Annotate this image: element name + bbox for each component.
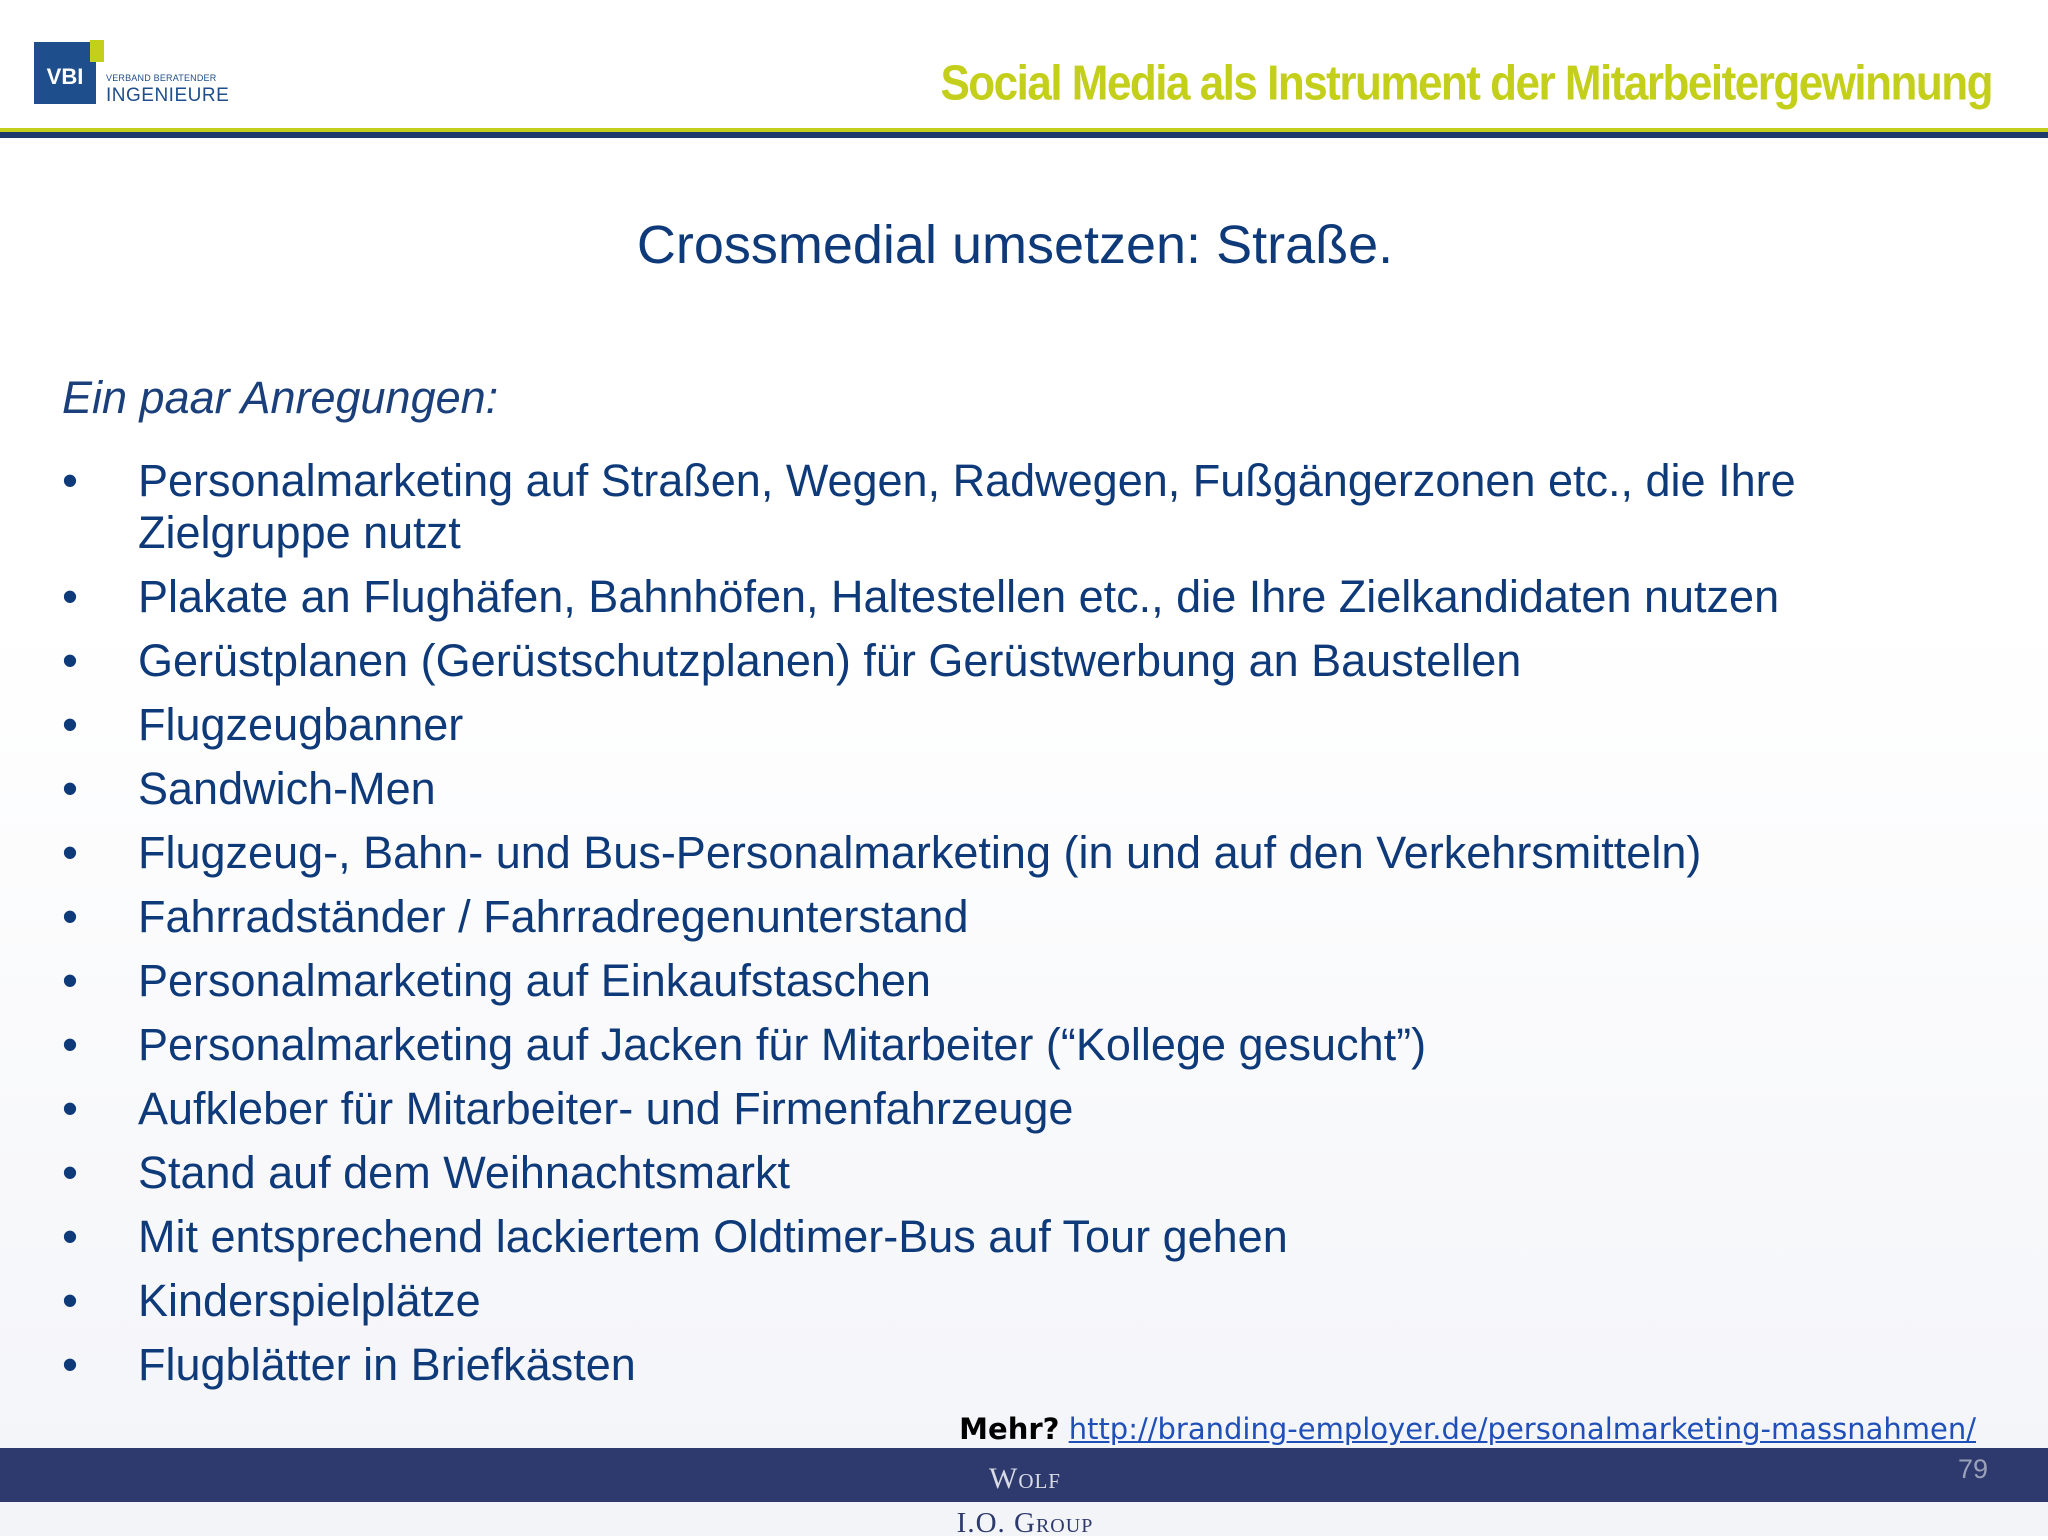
slide-title: Crossmedial umsetzen: Straße. [636, 215, 1394, 275]
bullet-icon: • [62, 1339, 78, 1390]
list-item [60, 955, 1960, 1007]
wolf-logo-text: Wolf [989, 1462, 1061, 1495]
bullet-icon: • [62, 827, 78, 878]
bullet-icon: • [62, 455, 78, 506]
more-label: Mehr? [959, 1412, 1060, 1446]
list-item [60, 635, 1960, 687]
list-item [60, 1211, 1960, 1263]
list-item-text: Flugzeugbanner [138, 699, 464, 750]
header-title: Social Media als Instrument der Mitarbeitergewinnung [940, 56, 1992, 111]
page-number: 79 [1957, 1454, 1988, 1484]
intro-text: Ein paar Anregungen: [62, 372, 499, 423]
list-item [60, 1275, 1960, 1327]
list-item-text: Fahrradständer / Fahrradregenunterstand [138, 891, 969, 942]
list-item-text: Sandwich-Men [138, 763, 436, 814]
list-item [60, 1019, 1960, 1071]
bullet-list [60, 455, 1960, 1403]
vbi-logo-accent [90, 40, 104, 62]
list-item [60, 1339, 1960, 1391]
bullet-icon: • [62, 1019, 78, 1070]
bullet-icon: • [62, 635, 78, 686]
vbi-logo-line2: INGENIEURE [106, 85, 230, 106]
list-item-text: Mit entsprechend lackiertem Oldtimer-Bus auf Tour gehen [138, 1211, 1288, 1262]
list-item-text: Personalmarketing auf Straßen, Wegen, Radwegen, Fußgängerzonen etc., die Ihre Zielgruppe nutzt [138, 455, 1796, 558]
list-item-text: Personalmarketing auf Jacken für Mitarbeiter (“Kollege gesucht”) [138, 1019, 1427, 1070]
list-item-text: Gerüstplanen (Gerüstschutzplanen) für Gerüstwerbung an Baustellen [138, 635, 1522, 686]
list-item-text: Flugzeug-, Bahn- und Bus-Personalmarketing (in und auf den Verkehrsmitteln) [138, 827, 1702, 878]
list-item [60, 1147, 1960, 1199]
bullet-icon: • [62, 699, 78, 750]
list-item-text: Flugblätter in Briefkästen [138, 1339, 636, 1390]
vbi-logo-mark [34, 42, 96, 104]
list-item-text: Plakate an Flughäfen, Bahnhöfen, Haltestellen etc., die Ihre Zielkandidaten nutzen [138, 571, 1780, 622]
vbi-logo [34, 42, 230, 110]
bullet-icon: • [62, 891, 78, 942]
list-item [60, 1083, 1960, 1135]
vbi-logo-subtitle [106, 74, 266, 105]
more-link[interactable]: http://branding-employer.de/personalmarketing-massnahmen/ [1068, 1412, 1976, 1446]
header-divider-blue [0, 132, 2048, 138]
vbi-logo-text: VBI [46, 64, 84, 89]
list-item [60, 699, 1960, 751]
io-group-logo-text: I.O. Group [956, 1507, 1094, 1539]
list-item-text: Personalmarketing auf Einkaufstaschen [138, 955, 931, 1006]
bullet-icon: • [62, 955, 78, 1006]
list-item-text: Kinderspielplätze [138, 1275, 481, 1326]
vbi-logo-line1: VERBAND BERATENDER [106, 73, 217, 83]
list-item [60, 571, 1960, 623]
bullet-icon: • [62, 763, 78, 814]
bullet-icon: • [62, 1083, 78, 1134]
bullet-icon: • [62, 1147, 78, 1198]
list-item-text: Aufkleber für Mitarbeiter- und Firmenfahrzeuge [138, 1083, 1074, 1134]
list-item [60, 891, 1960, 943]
more-info [959, 1412, 1976, 1446]
list-item [60, 827, 1960, 879]
bullet-icon: • [62, 571, 78, 622]
bullet-icon: • [62, 1275, 78, 1326]
list-item-text: Stand auf dem Weihnachtsmarkt [138, 1147, 790, 1198]
list-item [60, 763, 1960, 815]
list-item [60, 455, 1960, 559]
bullet-icon: • [62, 1211, 78, 1262]
